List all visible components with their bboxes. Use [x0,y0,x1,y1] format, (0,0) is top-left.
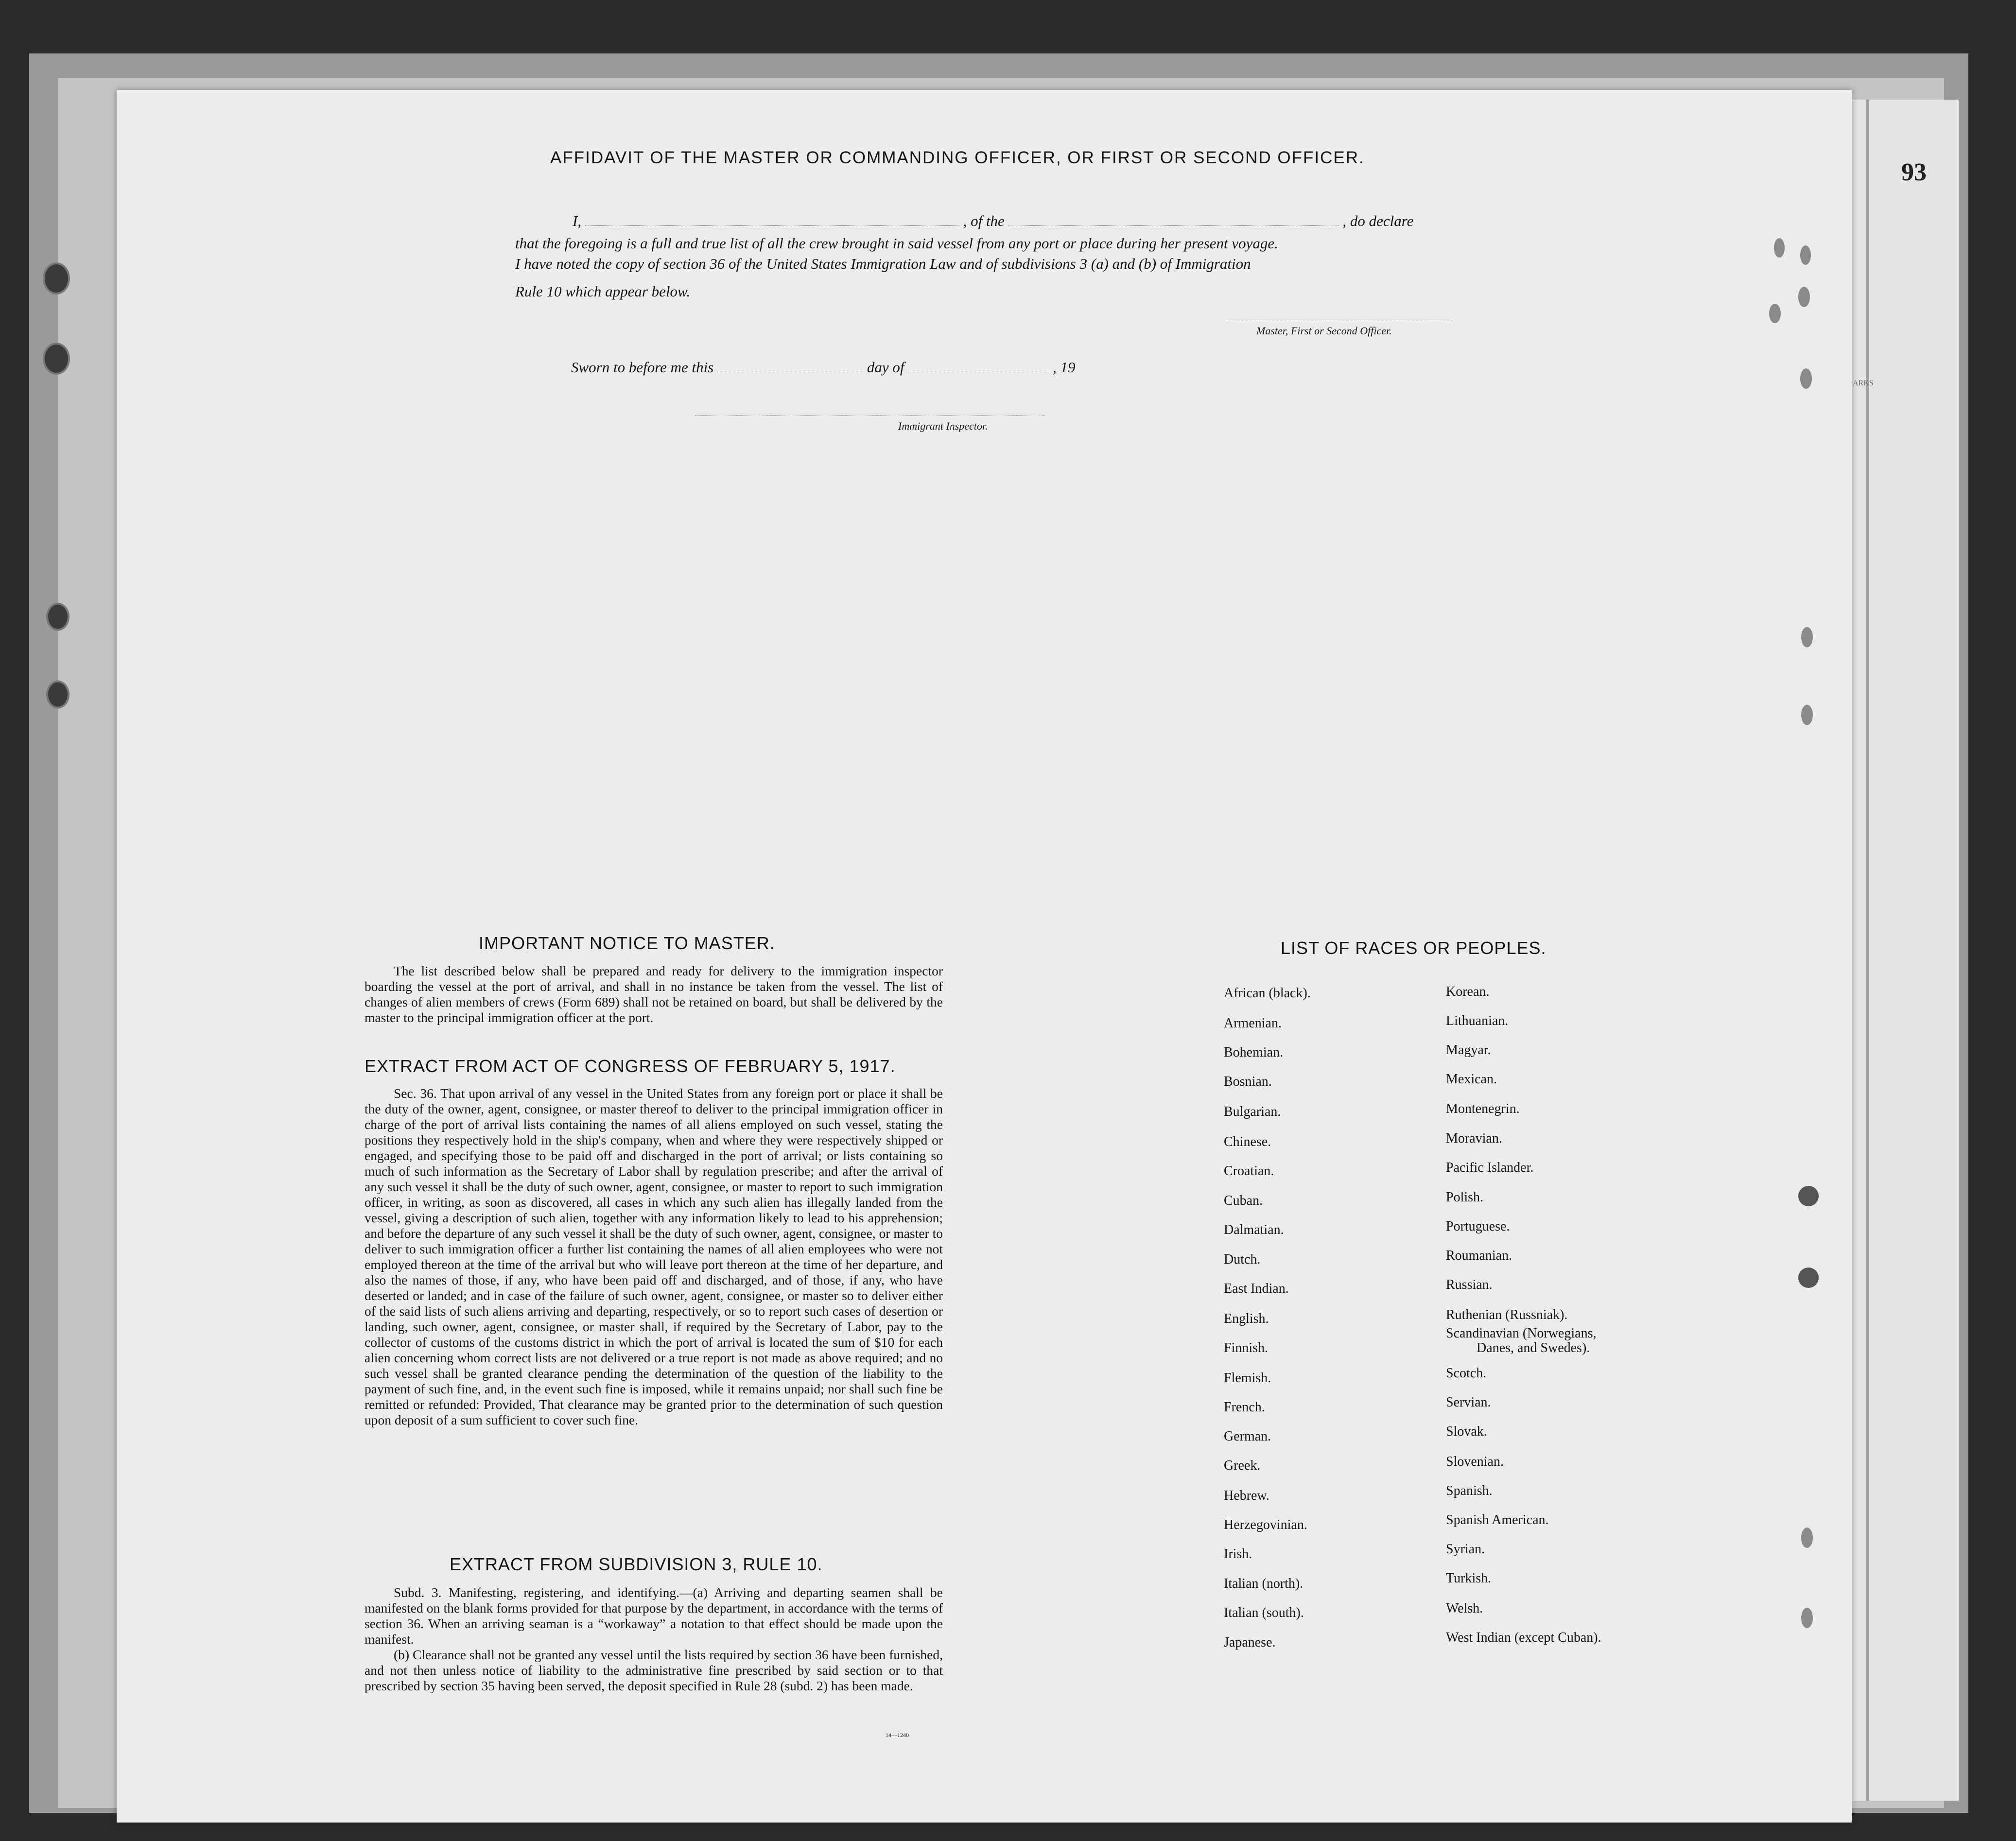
affidavit-declaration-line [573,212,1535,230]
page-pin [1801,705,1813,725]
side-column-label: ARKS [1853,379,1874,387]
rule-paragraph-a: Subd. 3. Manifesting, registering, and identifying.—(a) Arriving and departing seamen shall be manifested on the blank forms provided for that purpose by the department, in accordance with the terms of section 36. When an arriving seaman is a “workaway” a notation to that effect should be made upon the manifest. [365,1585,943,1647]
race-scandinavian-continued: Danes, and Swedes). [1477,1340,1590,1355]
affidavit-line-2: that the foregoing is a full and true list of all the crew brought in said vessel from any port or place during her present voyage. [515,235,1278,252]
race-col1-item: Flemish. [1224,1371,1271,1386]
sworn-day-of: day of [867,359,904,376]
race-col2-item: Mexican. [1446,1072,1497,1087]
page-pin [1769,304,1781,323]
act-title: EXTRACT FROM ACT OF CONGRESS OF FEBRUARY 5, 1917. [365,1056,896,1076]
binder-hole [43,343,70,375]
race-col2-item: Magyar. [1446,1042,1491,1058]
race-col1-item: Bohemian. [1224,1045,1284,1060]
inspector-signature-label: Immigrant Inspector. [898,420,988,432]
race-col1-item: Dutch. [1224,1252,1261,1267]
race-col2-item: Spanish. [1446,1483,1493,1498]
notice-title: IMPORTANT NOTICE TO MASTER. [479,933,775,953]
race-col2-item: Moravian. [1446,1131,1502,1146]
notice-text [365,963,943,1025]
race-col2-item: Scotch. [1446,1366,1487,1381]
page-number: 93 [1901,158,1927,186]
race-col2-item: Slovenian. [1446,1454,1504,1469]
sworn-year: , 19 [1052,359,1076,376]
race-col2-item: Scandinavian (Norwegians, [1446,1326,1597,1341]
affidavit-line-3: I have noted the copy of section 36 of the United States Immigration Law and of subdivisions 3 (a) and (b) of Immigration [515,255,1251,272]
race-col2-item: Polish. [1446,1190,1484,1205]
sworn-prefix: Sworn to before me this [571,359,714,376]
affidavit-line-4: Rule 10 which appear below. [515,283,691,300]
race-col2-item: Russian. [1446,1277,1493,1292]
race-col2-item: Servian. [1446,1395,1491,1410]
race-col2-item: Montenegrin. [1446,1101,1520,1116]
affidavit-i: I, [573,212,582,229]
race-col2-item: Welsh. [1446,1601,1483,1616]
affidavit-of-the: , of the [963,212,1005,229]
race-col2-item: Korean. [1446,984,1490,999]
race-col1-item: Croatian. [1224,1164,1274,1179]
page-clip [1798,1268,1819,1288]
rule-text [365,1585,943,1694]
form-code: 14—1240 [886,1732,909,1738]
race-col2-item: Pacific Islander. [1446,1160,1534,1175]
rule-title: EXTRACT FROM SUBDIVISION 3, RULE 10. [450,1554,823,1574]
race-col1-item: Greek. [1224,1458,1261,1473]
sheet-edge-line [1866,100,1869,1801]
race-col2-item: Roumanian. [1446,1248,1512,1263]
act-paragraph: Sec. 36. That upon arrival of any vessel in the United States from any foreign port or place it shall be the duty of the owner, agent, consignee, or master thereof to deliver to the principal immigration officer in charge of the port of arrival lists containing the names of all aliens employed on such vessel, stating the positions they respectively hold in the ship's company, when and where they were respectively shipped or engaged, and specifying those to be paid off and discharged in the port of arrival; or lists containing so much of such information as the Secretary of Labor shall by regulation prescribe; and after the arrival of any such vessel it shall be the duty of such owner, agent, consignee, or master to report to such immigration officer, in writing, as soon as discovered, all cases in which any such alien has illegally landed from the vessel, giving a description of such alien, together with any information likely to lead to his apprehension; and before the departure of any such vessel it shall be the duty of such owner, agent, consignee, or master to deliver to such immigration officer a further list containing the names of all alien employees who were not employed thereon at the time of the arrival but who will leave port thereon at the time of her departure, and also the names of those, if any, who have been paid off and discharged, and of those, if any, who have deserted or landed; and in case of the failure of such owner, agent, consignee, or master so to deliver either of the said lists of such aliens arriving and departing, respectively, or so to report such cases of desertion or landing, such owner, agent, consignee, or master shall, if required by the Secretary of Labor, pay to the collector of customs of the customs district in which the port of arrival is located the sum of $10 for each alien concerning whom correct lists are not delivered or a true report is not made as above required; and no such vessel shall be granted clearance pending the determination of the question of the liability to the payment of such fine, and, in the event such fine is imposed, while it remains unpaid; nor shall such fine be remitted or refunded: Provided, That clearance may be granted prior to the determination of such question upon deposit of a sum sufficient to cover such fine. [365,1086,943,1427]
race-col2-item: Slovak. [1446,1424,1487,1439]
page-pin [1801,1608,1813,1628]
page-pin [1800,368,1812,389]
race-col1-item: Bulgarian. [1224,1104,1281,1119]
race-col1-item: Japanese. [1224,1635,1276,1650]
race-col1-item: African (black). [1224,986,1311,1001]
race-col2-item: Lithuanian. [1446,1013,1509,1028]
race-col1-item: Irish. [1224,1546,1252,1562]
master-signature-label: Master, First or Second Officer. [1256,325,1392,337]
race-col1-item: Italian (south). [1224,1605,1304,1620]
races-title: LIST OF RACES OR PEOPLES. [1281,938,1547,958]
race-col2-item: Syrian. [1446,1542,1485,1557]
page-pin [1774,238,1785,258]
race-col1-item: French. [1224,1400,1265,1415]
document-page [117,90,1852,1823]
act-text [365,1086,943,1428]
race-col2-item: Turkish. [1446,1571,1492,1586]
page-pin [1801,1528,1813,1548]
race-col1-item: English. [1224,1311,1269,1326]
rule-paragraph-b: (b) Clearance shall not be granted any vessel until the lists required by section 36 have been furnished, and not then unless notice of liability to the administrative fine prescribed by said section or to that prescribed by section 35 having been served, the deposit specified in Rule 28 (subd. 2) has been made. [365,1647,943,1693]
page-clip [1798,1186,1819,1206]
race-col1-item: Armenian. [1224,1016,1282,1031]
race-col1-item: Finnish. [1224,1340,1269,1355]
binder-hole [46,603,70,631]
page-pin [1798,287,1810,307]
race-col1-item: Bosnian. [1224,1074,1272,1089]
race-col1-item: Italian (north). [1224,1576,1303,1591]
affidavit-do-declare: , do declare [1342,212,1414,229]
race-col2-item: Ruthenian (Russniak). [1446,1307,1568,1322]
right-edge-sheet [1842,100,1959,1801]
page-pin [1801,627,1813,647]
page-pin [1800,245,1811,265]
notice-paragraph: The list described below shall be prepared and ready for delivery to the immigration inspector boarding the vessel at the port of arrival, and shall in no instance be taken from the vessel. The list of changes of alien members of crews (Form 689) shall not be retained on board, but shall be delivered by the master to the principal immigration officer at the port. [365,963,943,1025]
affidavit-title: AFFIDAVIT OF THE MASTER OR COMMANDING OFFICER, OR FIRST OR SECOND OFFICER. [550,148,1365,167]
race-col2-item: Portuguese. [1446,1219,1510,1234]
binder-hole [43,262,70,295]
race-col1-item: Herzegovinian. [1224,1517,1307,1532]
race-col1-item: Chinese. [1224,1134,1271,1149]
race-col1-item: Hebrew. [1224,1488,1269,1503]
race-col1-item: Dalmatian. [1224,1222,1284,1237]
sworn-line [571,359,1075,376]
race-col2-item: Spanish American. [1446,1512,1549,1528]
race-col1-item: East Indian. [1224,1281,1289,1296]
binder-hole [46,680,70,709]
race-col1-item: Cuban. [1224,1193,1263,1208]
race-col1-item: German. [1224,1429,1271,1444]
race-col2-item: West Indian (except Cuban). [1446,1630,1601,1645]
